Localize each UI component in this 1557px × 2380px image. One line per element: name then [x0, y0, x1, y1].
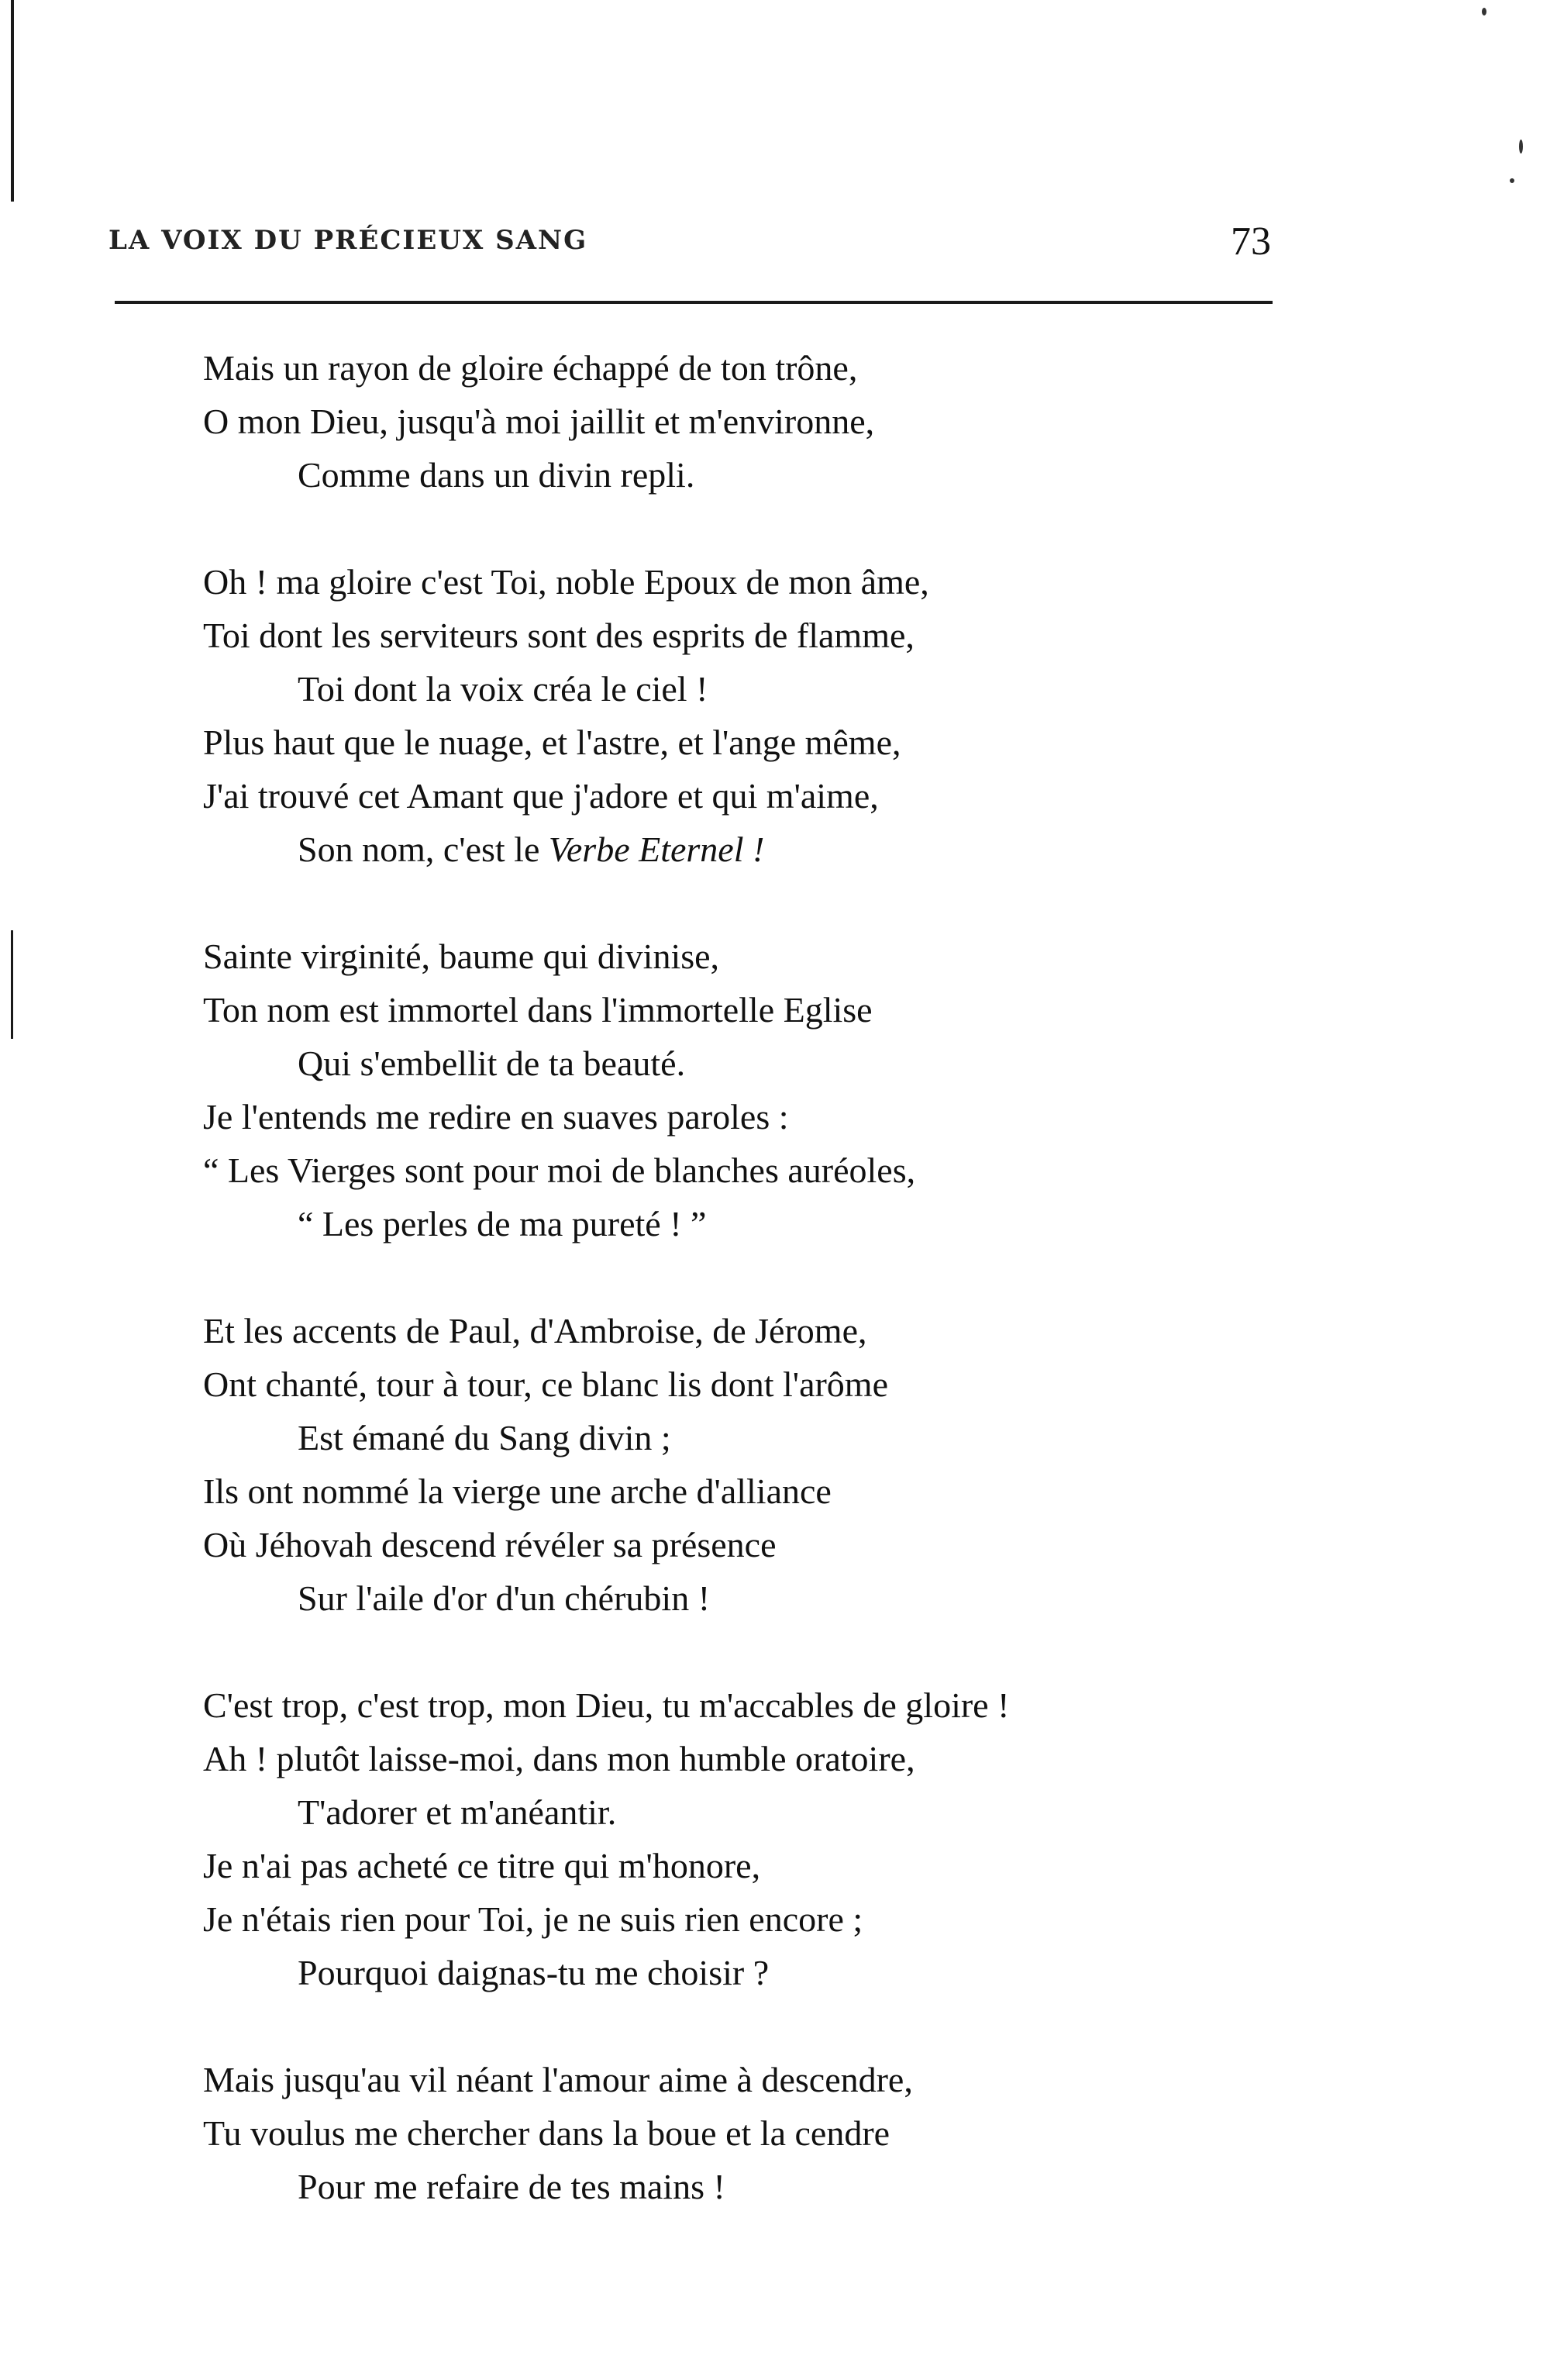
- verse-text: Je n'ai pas acheté ce titre qui m'honore,: [203, 1846, 761, 1885]
- verse-line: [203, 983, 1319, 1037]
- verse-text: Ah ! plutôt laisse-moi, dans mon humble oratoire,: [203, 1739, 915, 1778]
- verse-text: J'ai trouvé cet Amant que j'adore et qui m'aime,: [203, 776, 879, 816]
- verse-line: [203, 1464, 1319, 1518]
- verse-line: [203, 930, 1319, 983]
- verse-text: Toi dont la voix créa le ciel !: [298, 669, 708, 709]
- verse-text: Ton nom est immortel dans l'immortelle Eglise: [203, 990, 873, 1030]
- verse-line: [203, 1197, 1319, 1250]
- verse-line: [203, 1946, 1319, 1999]
- verse-text: Qui s'embellit de ta beauté.: [298, 1043, 686, 1083]
- page-number: 73: [1231, 219, 1271, 264]
- verse-text: T'adorer et m'anéantir.: [298, 1792, 617, 1832]
- verse-line: [203, 2160, 1319, 2213]
- verse-text: Où Jéhovah descend révéler sa présence: [203, 1525, 777, 1564]
- verse-text: Sur l'aile d'or d'un chérubin !: [298, 1578, 711, 1618]
- verse-text: C'est trop, c'est trop, mon Dieu, tu m'accables de gloire !: [203, 1685, 1010, 1725]
- stanza: [203, 1678, 1319, 1999]
- verse-line: [203, 555, 1319, 609]
- verse-line: [203, 1678, 1319, 1732]
- verse-line: [203, 1892, 1319, 1946]
- verse-line: [203, 1304, 1319, 1357]
- stanza: [203, 1304, 1319, 1625]
- verse-text: Ils ont nommé la vierge une arche d'alliance: [203, 1471, 832, 1511]
- verse-line: [203, 341, 1319, 395]
- verse-text: Et les accents de Paul, d'Ambroise, de Jérome,: [203, 1311, 867, 1350]
- scan-speck: [1519, 140, 1523, 153]
- verse-line: [203, 769, 1319, 823]
- verse-line: [203, 1571, 1319, 1625]
- verse-line: [203, 716, 1319, 769]
- poem-body: [203, 341, 1319, 2267]
- verse-line: [203, 1732, 1319, 1785]
- verse-line: [203, 1518, 1319, 1571]
- verse-line: [203, 1090, 1319, 1143]
- verse-italic-text: Verbe Eternel !: [548, 830, 765, 869]
- verse-line: [203, 2053, 1319, 2106]
- verse-text: “ Les perles de ma pureté ! ”: [298, 1204, 707, 1243]
- verse-line: [203, 1411, 1319, 1464]
- verse-text: Ont chanté, tour à tour, ce blanc lis dont l'arôme: [203, 1364, 888, 1404]
- verse-text: Son nom, c'est le: [298, 830, 549, 869]
- running-title: LA VOIX DU PRÉCIEUX SANG: [109, 225, 588, 256]
- verse-text: Toi dont les serviteurs sont des esprits de flamme,: [203, 616, 915, 655]
- stanza: [203, 555, 1319, 876]
- verse-line: [203, 1037, 1319, 1090]
- verse-line: [203, 662, 1319, 716]
- verse-text: Tu voulus me chercher dans la boue et la cendre: [203, 2113, 890, 2153]
- verse-text: Est émané du Sang divin ;: [298, 1418, 671, 1457]
- verse-text: Pour me refaire de tes mains !: [298, 2167, 725, 2206]
- verse-text: Pourquoi daignas-tu me choisir ?: [298, 1953, 770, 1992]
- verse-text: Mais jusqu'au vil néant l'amour aime à descendre,: [203, 2060, 913, 2099]
- verse-line: [203, 2106, 1319, 2160]
- verse-line: [203, 1357, 1319, 1411]
- left-edge-line: [11, 0, 14, 202]
- verse-line: [203, 823, 1319, 876]
- scan-speck: [1482, 8, 1486, 16]
- stanza: [203, 930, 1319, 1250]
- scan-speck: [1510, 178, 1514, 183]
- verse-text: Je n'étais rien pour Toi, je ne suis rien encore ;: [203, 1899, 863, 1939]
- page-header: [109, 219, 1271, 281]
- left-edge-line-lower: [11, 930, 13, 1039]
- verse-text: Plus haut que le nuage, et l'astre, et l'ange même,: [203, 723, 901, 762]
- stanza: [203, 341, 1319, 502]
- verse-line: [203, 1143, 1319, 1197]
- verse-line: [203, 448, 1319, 502]
- verse-line: [203, 1785, 1319, 1839]
- header-rule: [115, 301, 1273, 304]
- verse-text: “ Les Vierges sont pour moi de blanches auréoles,: [203, 1150, 916, 1190]
- verse-line: [203, 395, 1319, 448]
- verse-line: [203, 609, 1319, 662]
- verse-text: Comme dans un divin repli.: [298, 455, 695, 495]
- verse-line: [203, 1839, 1319, 1892]
- verse-text: Sainte virginité, baume qui divinise,: [203, 936, 720, 976]
- verse-text: Mais un rayon de gloire échappé de ton trône,: [203, 348, 858, 388]
- stanza: [203, 2053, 1319, 2213]
- verse-text: Je l'entends me redire en suaves paroles :: [203, 1097, 789, 1137]
- verse-text: Oh ! ma gloire c'est Toi, noble Epoux de mon âme,: [203, 562, 929, 602]
- verse-text: O mon Dieu, jusqu'à moi jaillit et m'environne,: [203, 402, 875, 441]
